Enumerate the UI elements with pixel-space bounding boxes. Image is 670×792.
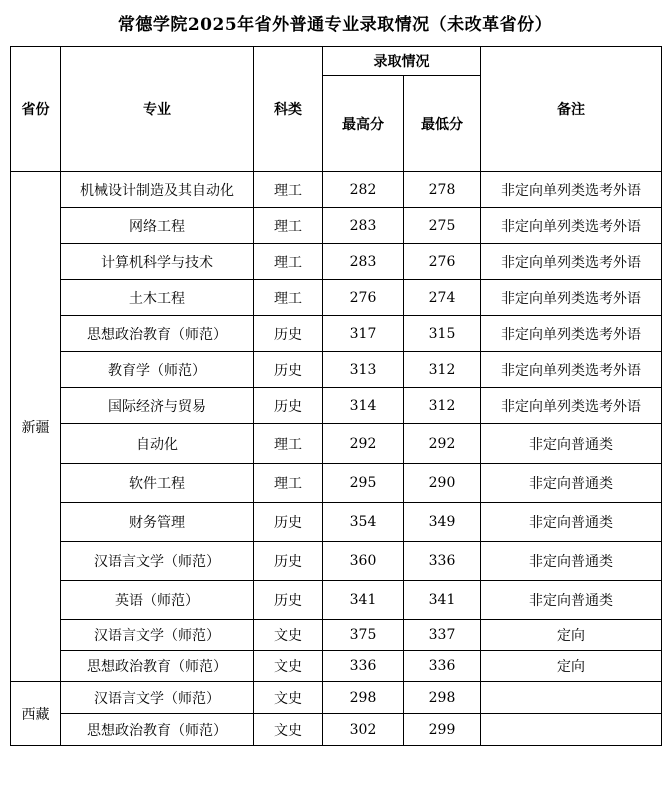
min-score-cell: 349 (404, 503, 481, 542)
min-score-cell: 275 (404, 208, 481, 244)
remark-cell: 非定向普通类 (481, 424, 662, 464)
major-cell: 网络工程 (61, 208, 254, 244)
category-cell: 文史 (254, 714, 323, 746)
category-cell: 文史 (254, 651, 323, 682)
header-major: 专业 (61, 47, 254, 172)
admission-table (10, 46, 662, 746)
max-score-cell: 283 (323, 244, 404, 280)
min-score-cell: 336 (404, 542, 481, 581)
header-province: 省份 (11, 47, 61, 172)
min-score-cell: 299 (404, 714, 481, 746)
min-score-cell: 290 (404, 464, 481, 503)
table-row (11, 424, 662, 464)
table-row (11, 464, 662, 503)
remark-cell: 非定向单列类选考外语 (481, 316, 662, 352)
table-row (11, 581, 662, 620)
remark-cell: 非定向单列类选考外语 (481, 388, 662, 424)
remark-cell (481, 714, 662, 746)
remark-cell: 非定向普通类 (481, 542, 662, 581)
remark-cell: 非定向单列类选考外语 (481, 352, 662, 388)
max-score-cell: 292 (323, 424, 404, 464)
category-cell: 理工 (254, 424, 323, 464)
header-category: 科类 (254, 47, 323, 172)
major-cell: 汉语言文学（师范） (61, 620, 254, 651)
major-cell: 思想政治教育（师范） (61, 651, 254, 682)
category-cell: 理工 (254, 280, 323, 316)
min-score-cell: 337 (404, 620, 481, 651)
max-score-cell: 336 (323, 651, 404, 682)
remark-cell: 非定向单列类选考外语 (481, 280, 662, 316)
remark-cell: 非定向单列类选考外语 (481, 172, 662, 208)
table-row (11, 503, 662, 542)
major-cell: 汉语言文学（师范） (61, 542, 254, 581)
remark-cell: 非定向普通类 (481, 503, 662, 542)
max-score-cell: 317 (323, 316, 404, 352)
major-cell: 自动化 (61, 424, 254, 464)
category-cell: 理工 (254, 172, 323, 208)
category-cell: 历史 (254, 388, 323, 424)
table-row (11, 280, 662, 316)
min-score-cell: 312 (404, 352, 481, 388)
table-row (11, 316, 662, 352)
major-cell: 教育学（师范） (61, 352, 254, 388)
category-cell: 历史 (254, 542, 323, 581)
category-cell: 文史 (254, 682, 323, 714)
max-score-cell: 341 (323, 581, 404, 620)
major-cell: 软件工程 (61, 464, 254, 503)
max-score-cell: 314 (323, 388, 404, 424)
province-cell: 西藏 (11, 682, 61, 746)
max-score-cell: 354 (323, 503, 404, 542)
category-cell: 文史 (254, 620, 323, 651)
major-cell: 思想政治教育（师范） (61, 316, 254, 352)
category-cell: 理工 (254, 244, 323, 280)
major-cell: 思想政治教育（师范） (61, 714, 254, 746)
major-cell: 计算机科学与技术 (61, 244, 254, 280)
remark-cell: 非定向普通类 (481, 464, 662, 503)
max-score-cell: 375 (323, 620, 404, 651)
min-score-cell: 274 (404, 280, 481, 316)
remark-cell: 定向 (481, 620, 662, 651)
min-score-cell: 298 (404, 682, 481, 714)
remark-cell: 定向 (481, 651, 662, 682)
max-score-cell: 276 (323, 280, 404, 316)
table-row (11, 682, 662, 714)
table-row (11, 352, 662, 388)
table-row (11, 542, 662, 581)
category-cell: 历史 (254, 581, 323, 620)
category-cell: 理工 (254, 208, 323, 244)
table-row (11, 651, 662, 682)
min-score-cell: 278 (404, 172, 481, 208)
major-cell: 土木工程 (61, 280, 254, 316)
table-row (11, 620, 662, 651)
min-score-cell: 312 (404, 388, 481, 424)
min-score-cell: 336 (404, 651, 481, 682)
category-cell: 历史 (254, 503, 323, 542)
table-row (11, 388, 662, 424)
major-cell: 汉语言文学（师范） (61, 682, 254, 714)
page-title: 常德学院2025年省外普通专业录取情况（未改革省份） (117, 15, 553, 35)
header-admission-group: 录取情况 (323, 47, 481, 76)
remark-cell: 非定向单列类选考外语 (481, 244, 662, 280)
header-min-score: 最低分 (404, 76, 481, 172)
min-score-cell: 276 (404, 244, 481, 280)
max-score-cell: 283 (323, 208, 404, 244)
major-cell: 机械设计制造及其自动化 (61, 172, 254, 208)
province-cell: 新疆 (11, 172, 61, 682)
max-score-cell: 360 (323, 542, 404, 581)
max-score-cell: 295 (323, 464, 404, 503)
table-row (11, 172, 662, 208)
max-score-cell: 298 (323, 682, 404, 714)
category-cell: 历史 (254, 316, 323, 352)
table-row (11, 714, 662, 746)
category-cell: 历史 (254, 352, 323, 388)
category-cell: 理工 (254, 464, 323, 503)
major-cell: 国际经济与贸易 (61, 388, 254, 424)
remark-cell: 非定向普通类 (481, 581, 662, 620)
max-score-cell: 313 (323, 352, 404, 388)
major-cell: 财务管理 (61, 503, 254, 542)
remark-cell (481, 682, 662, 714)
header-max-score: 最高分 (323, 76, 404, 172)
table-row (11, 208, 662, 244)
min-score-cell: 315 (404, 316, 481, 352)
min-score-cell: 292 (404, 424, 481, 464)
remark-cell: 非定向单列类选考外语 (481, 208, 662, 244)
major-cell: 英语（师范） (61, 581, 254, 620)
max-score-cell: 302 (323, 714, 404, 746)
table-row (11, 244, 662, 280)
max-score-cell: 282 (323, 172, 404, 208)
min-score-cell: 341 (404, 581, 481, 620)
header-remark: 备注 (481, 47, 662, 172)
